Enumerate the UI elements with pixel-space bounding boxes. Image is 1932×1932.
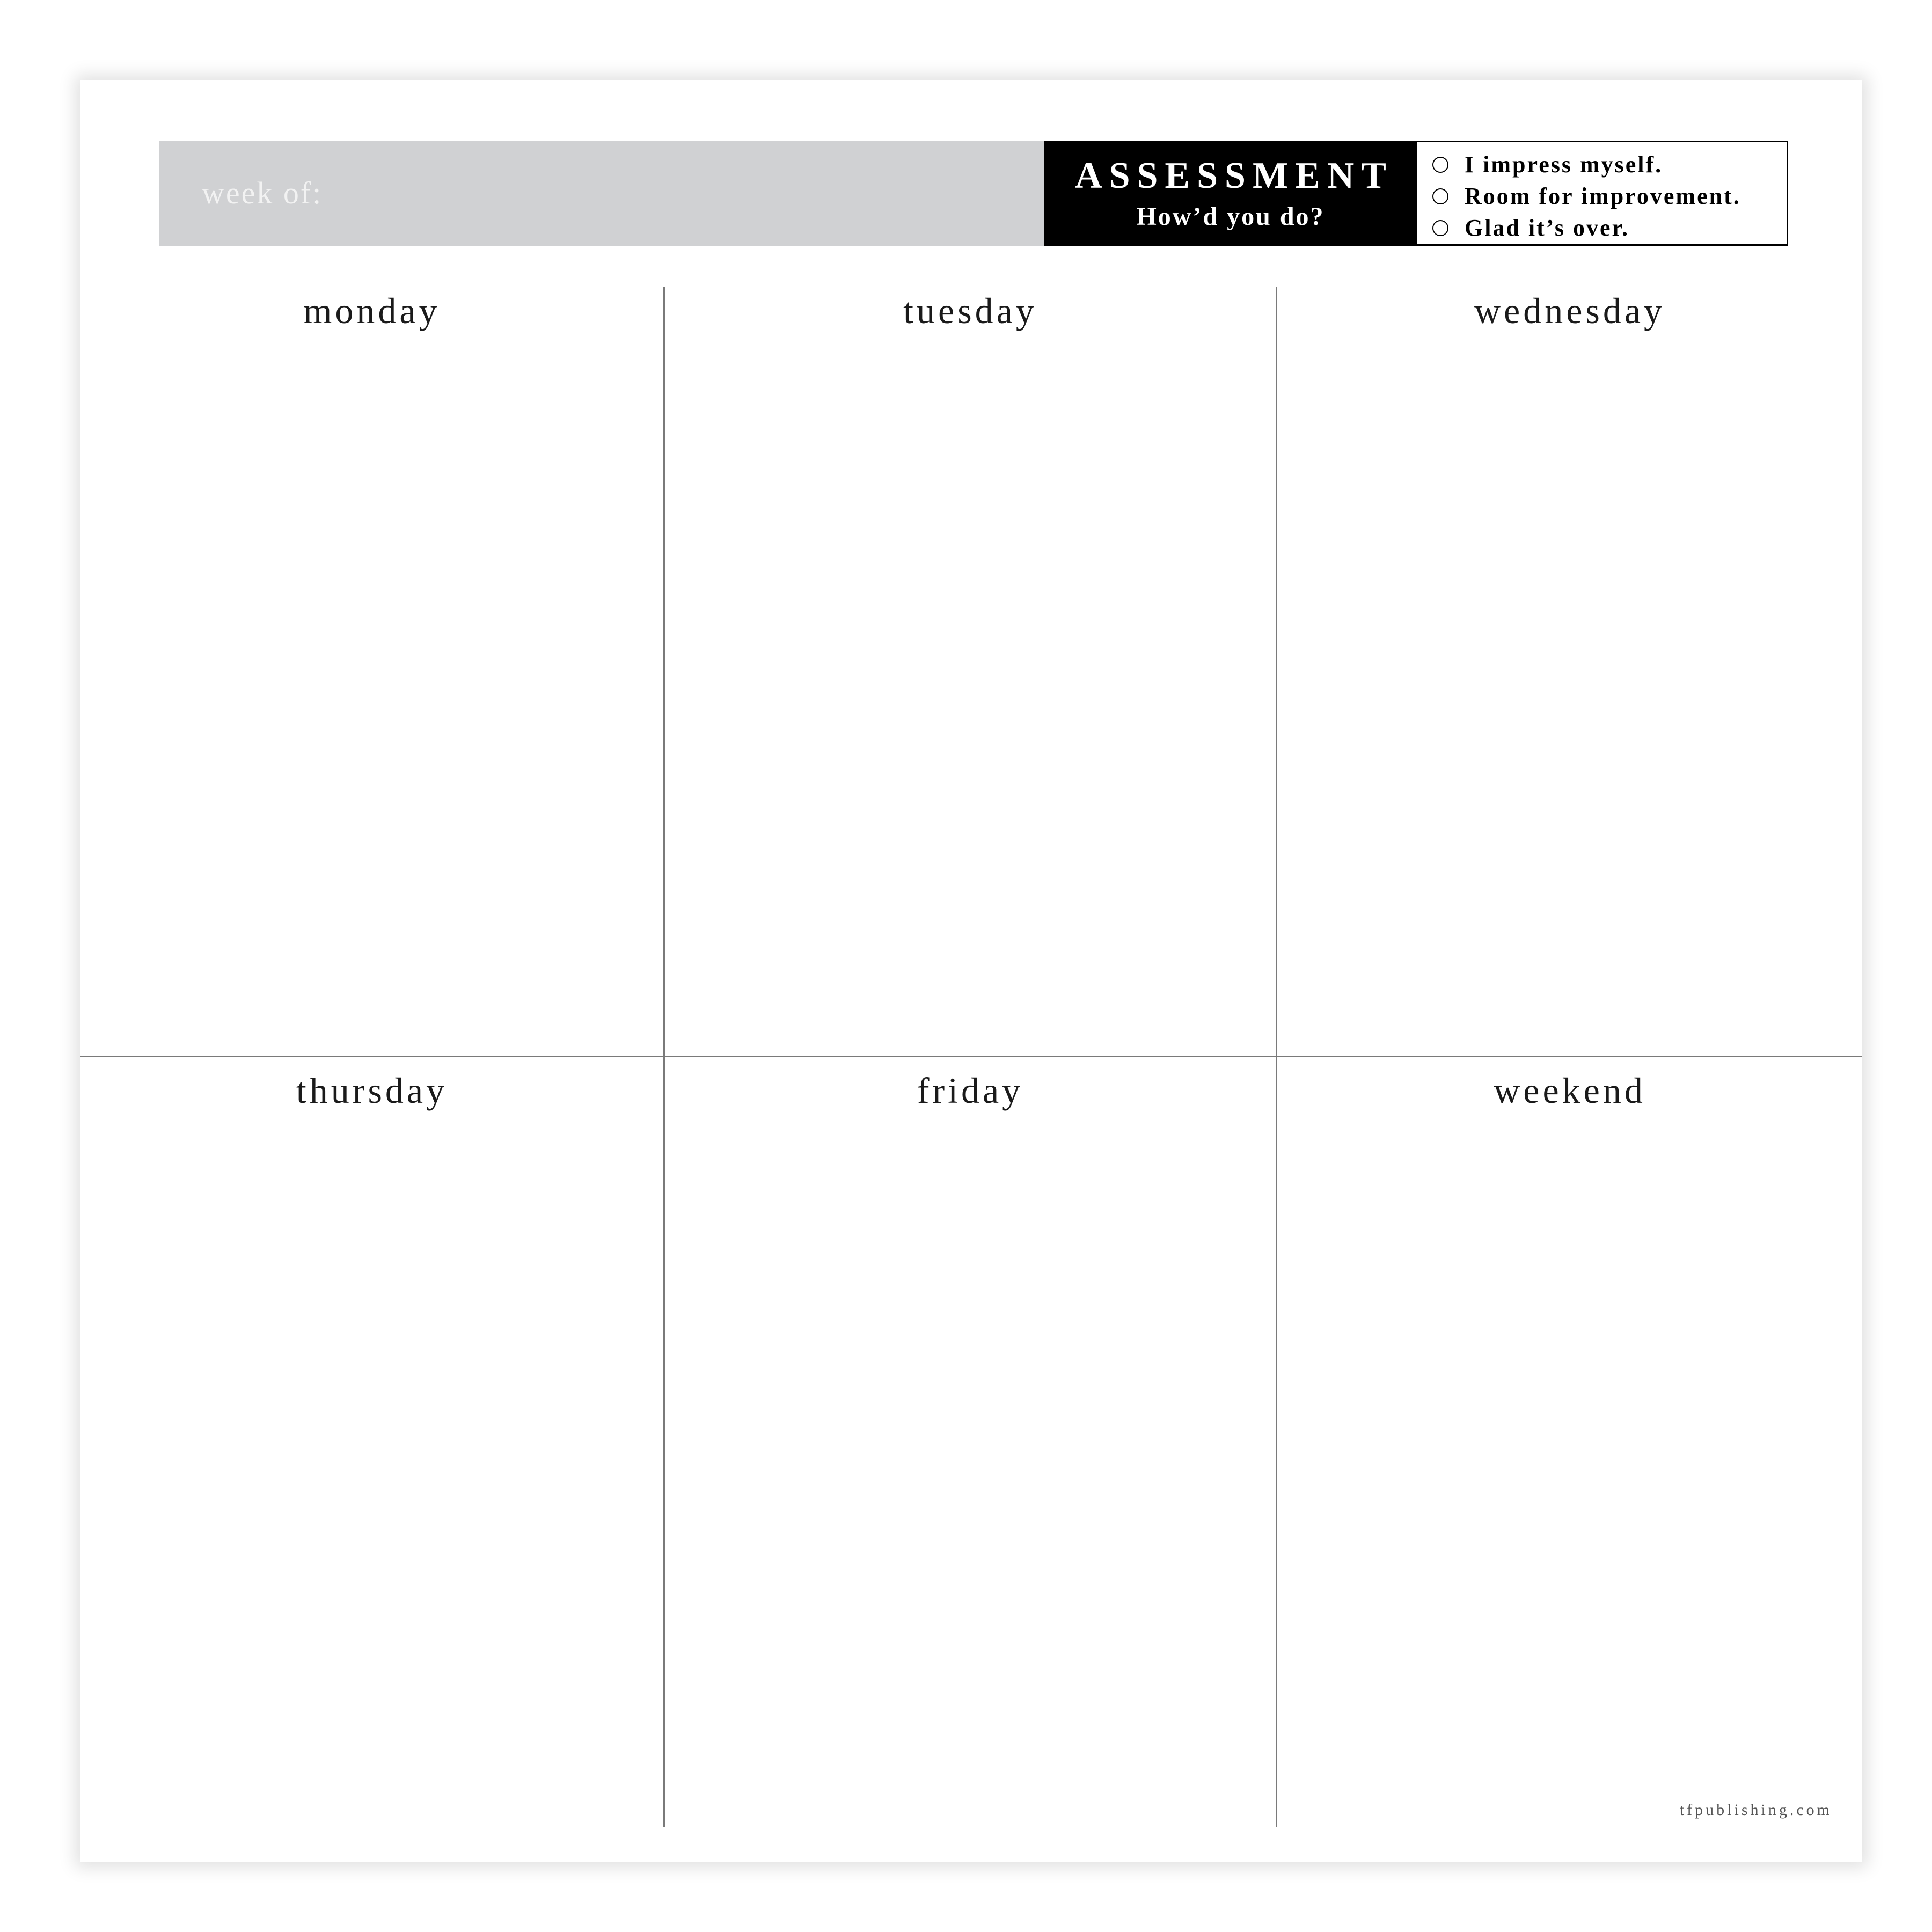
day-label-weekend: weekend (1494, 1070, 1646, 1111)
assessment-option-1[interactable] (1417, 149, 1787, 180)
assessment-option-label: Room for improvement. (1465, 183, 1741, 209)
assessment-title: ASSESSMENT (1075, 155, 1393, 196)
row-divider (80, 1056, 1862, 1057)
assessment-box (1044, 141, 1417, 246)
planner-sheet (80, 80, 1862, 1862)
assessment-option-label: I impress myself. (1465, 151, 1663, 178)
radio-circle-icon[interactable] (1432, 157, 1448, 173)
day-label-friday: friday (917, 1070, 1024, 1111)
planner-header (159, 141, 1788, 246)
assessment-option-3[interactable] (1417, 212, 1787, 244)
week-of-label: week of: (202, 175, 323, 210)
radio-circle-icon[interactable] (1432, 188, 1448, 204)
assessment-option-label: Glad it’s over. (1465, 215, 1629, 241)
column-divider (1276, 287, 1277, 1827)
assessment-options (1417, 141, 1788, 246)
day-label-monday: monday (303, 290, 441, 331)
day-label-tuesday: tuesday (903, 290, 1037, 331)
footer-website: tfpublishing.com (1679, 1801, 1832, 1819)
week-of-field[interactable] (159, 141, 1044, 246)
day-label-thursday: thursday (296, 1070, 448, 1111)
radio-circle-icon[interactable] (1432, 220, 1448, 236)
column-divider (663, 287, 665, 1827)
assessment-option-2[interactable] (1417, 180, 1787, 212)
day-label-wednesday: wednesday (1474, 290, 1666, 331)
assessment-subtitle: How’d you do? (1136, 202, 1325, 231)
